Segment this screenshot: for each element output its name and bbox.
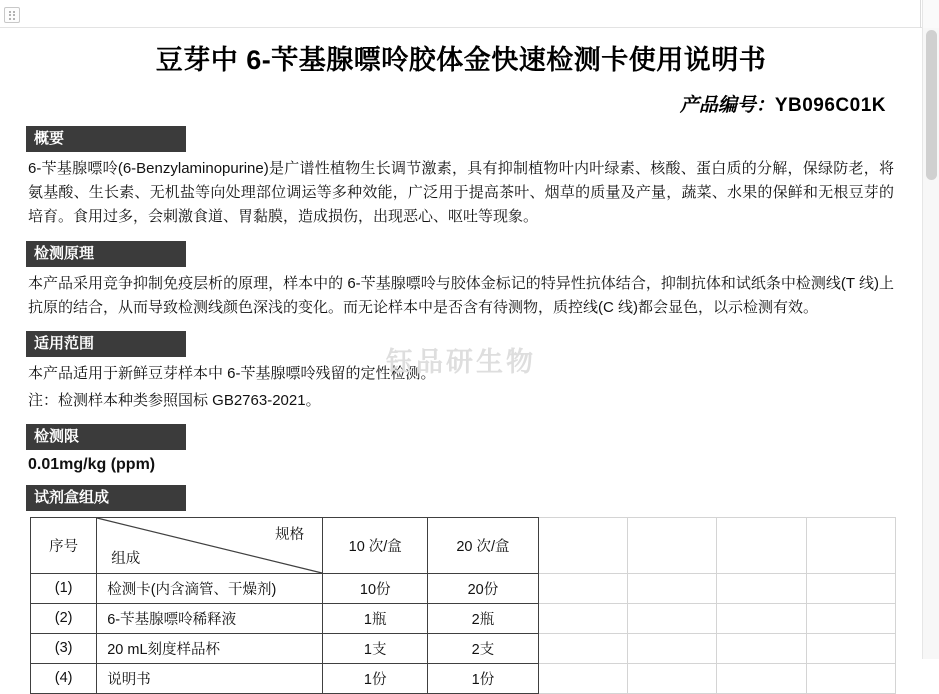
scope-note: 注：检测样本种类参照国标 GB2763-2021。	[28, 391, 321, 409]
watermark: 钰品研生物	[386, 347, 536, 377]
row-qty10: 1份	[323, 663, 428, 693]
row-name: 说明书	[97, 663, 323, 693]
spacer-cell	[717, 603, 806, 633]
header-label-compose: 组成	[111, 550, 141, 567]
drag-handle-icon[interactable]	[4, 7, 20, 23]
row-no: (4)	[31, 663, 97, 693]
spacer-cell	[806, 517, 895, 573]
section-body-scope	[26, 357, 896, 415]
section-heading-principle: 检测原理	[26, 241, 186, 267]
header-cell-qty10: 10 次/盒	[323, 517, 428, 573]
scrollbar-corner	[922, 0, 939, 28]
spacer-cell	[538, 663, 627, 693]
kit-table-wrapper	[26, 517, 896, 694]
spacer-cell	[717, 663, 806, 693]
vertical-scrollbar[interactable]	[922, 28, 939, 659]
window-topbar	[0, 0, 939, 28]
document-body	[0, 44, 922, 688]
row-qty20: 20份	[428, 573, 538, 603]
principle-paragraph: 本产品采用竞争抑制免疫层析的原理，样本中的 6-苄基腺嘌呤与胶体金标记的特异性抗体结合，抑制抗体和试纸条中检测线(T 线)上抗原的结合，从而导致检测线颜色深浅的变化。而无论样本中是否含有待测物，质控线(C 线)都会显色，以示检测有效。	[28, 274, 894, 316]
row-qty20: 2支	[428, 633, 538, 663]
spacer-cell	[627, 517, 716, 573]
row-qty10: 10份	[323, 573, 428, 603]
table-row	[31, 633, 896, 663]
header-cell-spec-compose	[97, 517, 323, 573]
spacer-cell	[627, 573, 716, 603]
table-row	[31, 603, 896, 633]
row-name: 6-苄基腺嘌呤稀释液	[97, 603, 323, 633]
spacer-cell	[538, 603, 627, 633]
detection-limit-value: 0.01mg/kg (ppm)	[28, 455, 156, 473]
spacer-cell	[806, 603, 895, 633]
document-sheet	[0, 28, 922, 688]
table-row	[31, 573, 896, 603]
section-heading-kit-composition: 试剂盒组成	[26, 485, 186, 511]
page-title: 豆芽中 6-苄基腺嘌呤胶体金快速检测卡使用说明书	[155, 45, 767, 75]
overview-paragraph: 6-苄基腺嘌呤(6-Benzylaminopurine)是广谱性植物生长调节激素，具有抑制植物叶内叶绿素、核酸、蛋白质的分解，保绿防老，将氨基酸、生长素、无机盐等向处理部位调运等多种效能，广泛用于提高茶叶、烟草的质量及产量，蔬菜、水果的保鲜和无根豆芽的培育。食用过多，会刺激食道、胃黏膜，造成损伤，出现恶心、呕吐等现象。	[28, 159, 894, 226]
section-heading-overview: 概要	[26, 126, 186, 152]
spacer-cell	[717, 517, 806, 573]
spacer-cell	[627, 633, 716, 663]
row-qty10: 1瓶	[323, 603, 428, 633]
section-body-overview	[26, 152, 896, 232]
spacer-cell	[717, 633, 806, 663]
spacer-cell	[538, 633, 627, 663]
product-number-value: YB096C01K	[774, 94, 886, 116]
kit-composition-table	[30, 517, 896, 694]
row-qty10: 1支	[323, 633, 428, 663]
section-heading-scope: 适用范围	[26, 331, 186, 357]
header-cell-no: 序号	[31, 517, 97, 573]
section-body-principle	[26, 267, 896, 323]
row-no: (2)	[31, 603, 97, 633]
product-number	[26, 90, 896, 117]
spacer-cell	[806, 633, 895, 663]
scrollbar-thumb[interactable]	[926, 30, 937, 180]
row-name: 20 mL刻度样品杯	[97, 633, 323, 663]
spacer-cell	[717, 573, 806, 603]
spacer-cell	[538, 517, 627, 573]
row-no: (1)	[31, 573, 97, 603]
header-cell-qty20: 20 次/盒	[428, 517, 538, 573]
row-qty20: 1份	[428, 663, 538, 693]
spacer-cell	[538, 573, 627, 603]
spacer-cell	[627, 603, 716, 633]
drag-handle-dots	[9, 11, 15, 20]
header-label-spec: 规格	[275, 526, 305, 543]
product-number-label: 产品编号：	[679, 94, 775, 116]
table-row	[31, 663, 896, 693]
row-no: (3)	[31, 633, 97, 663]
spacer-cell	[806, 663, 895, 693]
spacer-cell	[627, 663, 716, 693]
topbar-divider	[920, 0, 921, 28]
row-qty20: 2瓶	[428, 603, 538, 633]
scope-paragraph: 本产品适用于新鲜豆芽样本中 6-苄基腺嘌呤残留的定性检测。	[28, 365, 436, 383]
row-name: 检测卡(内含滴管、干燥剂)	[97, 573, 323, 603]
spacer-cell	[806, 573, 895, 603]
section-heading-detection-limit: 检测限	[26, 424, 186, 450]
table-header-row	[31, 517, 896, 573]
